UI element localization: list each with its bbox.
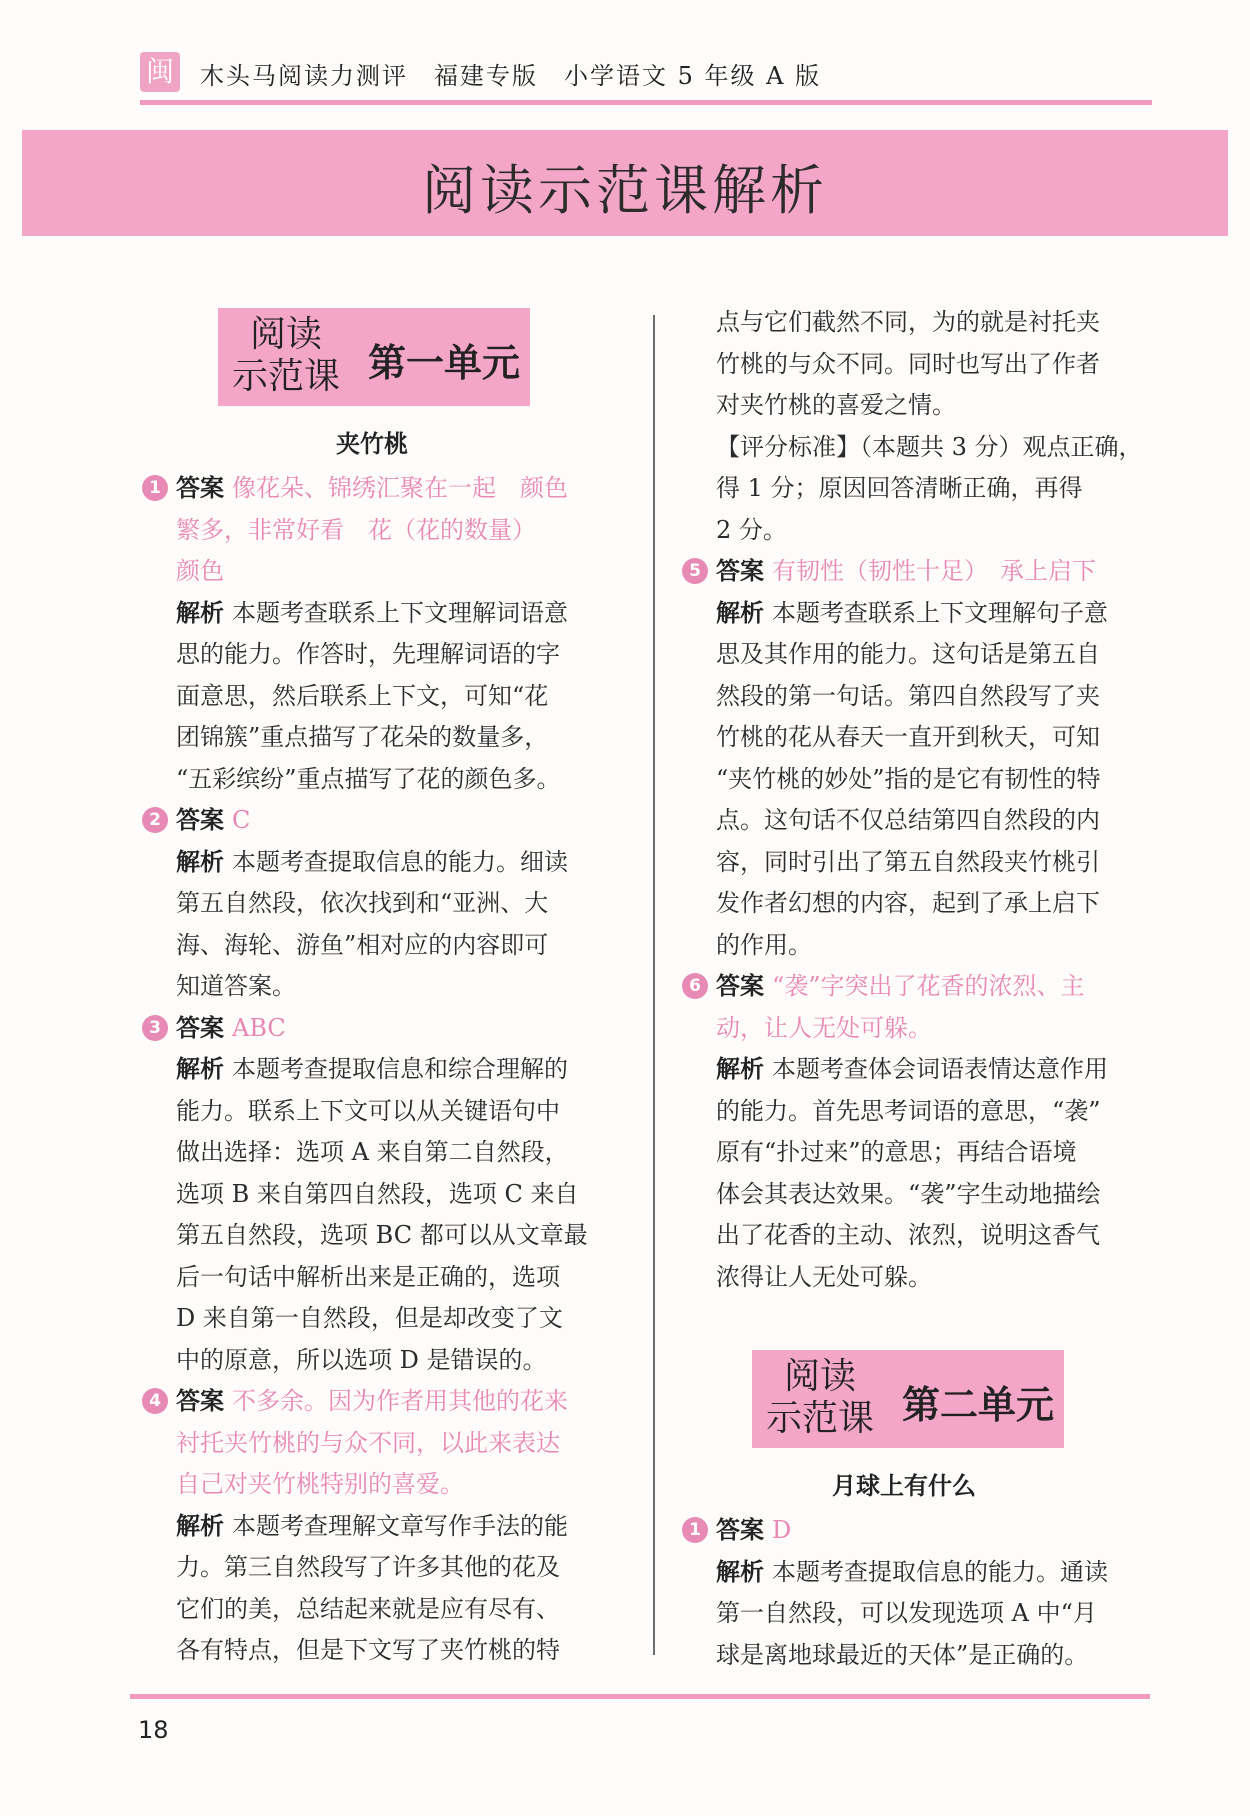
unit1-badge-unit: 第一单元: [368, 341, 521, 385]
question-number: 3: [142, 1015, 168, 1041]
unit2-badge-unit: 第二单元: [902, 1383, 1055, 1427]
footer-divider: [130, 1694, 1150, 1699]
answer-label: 答案: [716, 557, 764, 585]
analysis-text: 思的能力。作答时，先理解词语的字: [176, 640, 560, 668]
analysis-text: 出了花香的主动、浓烈，说明这香气: [716, 1221, 1100, 1249]
analysis-text: 能力。联系上下文可以从关键语句中: [176, 1096, 560, 1125]
answer-label: 答案: [716, 972, 764, 1000]
answer-text: 自己对夹竹桃特别的喜爱。: [176, 1470, 464, 1498]
answer-text: 不多余。因为作者用其他的花来: [232, 1387, 568, 1415]
question-number: 2: [142, 807, 168, 833]
analysis-text: 竹桃的与众不同。同时也写出了作者: [716, 349, 1100, 378]
analysis-label: 解析: [176, 598, 224, 627]
answer-text: 像花朵、锦绣汇聚在一起 颜色: [232, 474, 568, 502]
left-column: [149, 468, 616, 1672]
question-4: [149, 1381, 616, 1672]
answer-text: D: [772, 1516, 792, 1544]
analysis-label: 解析: [176, 847, 224, 876]
question-1: [149, 468, 616, 800]
analysis-text: 第五自然段，依次找到和“亚洲、大: [176, 889, 549, 917]
question-5: [689, 551, 1156, 966]
analysis-text: 的能力。首先思考词语的意思，“袭”: [716, 1096, 1101, 1125]
column-divider: [653, 315, 655, 1655]
answer-label: 答案: [716, 1516, 764, 1544]
right-column-unit2: [689, 1510, 1156, 1676]
analysis-text: 本题考查联系上下文理解词语意: [232, 598, 568, 627]
header-divider: [140, 100, 1152, 105]
question-number: 4: [142, 1388, 168, 1414]
province-logo: 闽: [140, 52, 180, 92]
scoring-text: 得 1 分；原因回答清晰正确，再得: [716, 474, 1083, 502]
analysis-text: 团锦簇”重点描写了花朵的数量多，: [176, 723, 549, 751]
answer-text: 繁多，非常好看 花（花的数量）: [176, 515, 536, 544]
analysis-text: 各有特点，但是下文写了夹竹桃的特: [176, 1636, 560, 1664]
unit2-badge-lesson: 阅读 示范课: [766, 1356, 875, 1439]
question-4-continued: [716, 302, 1156, 551]
question-2: [149, 800, 616, 1008]
analysis-text: 中的原意，所以选项 D 是错误的。: [176, 1345, 547, 1374]
answer-text: 衬托夹竹桃的与众不同，以此来表达: [176, 1428, 560, 1457]
analysis-label: 解析: [716, 598, 764, 627]
analysis-text: 点与它们截然不同，为的就是衬托夹: [716, 308, 1100, 336]
unit2-subtitle: 月球上有什么: [832, 1472, 976, 1500]
question-number: 1: [142, 475, 168, 501]
analysis-text: 第五自然段，选项 BC 都可以从文章最: [176, 1221, 588, 1249]
scoring-text: 【评分标准】（本题共 3 分）观点正确，: [716, 432, 1143, 461]
scoring-text: 2 分。: [716, 515, 787, 544]
unit1-badge: [218, 308, 530, 406]
analysis-label: 解析: [176, 1511, 224, 1540]
answer-text: “袭”字突出了花香的浓烈、主: [772, 972, 1085, 1000]
analysis-text: “夹竹桃的妙处”指的是它有韧性的特: [716, 764, 1101, 793]
analysis-text: 面意思，然后联系上下文，可知“花: [176, 681, 549, 710]
analysis-text: 知道答案。: [176, 972, 296, 1000]
analysis-text: “五彩缤纷”重点描写了花的颜色多。: [176, 764, 561, 793]
analysis-label: 解析: [716, 1557, 764, 1586]
analysis-text: 思及其作用的能力。这句话是第五自: [716, 640, 1100, 668]
analysis-text: 本题考查提取信息的能力。细读: [232, 847, 568, 876]
section-banner: [22, 130, 1228, 236]
analysis-text: D 来自第一自然段，但是却改变了文: [176, 1304, 563, 1332]
analysis-text: 发作者幻想的内容，起到了承上启下: [716, 889, 1100, 917]
question-6: [689, 966, 1156, 1298]
analysis-text: 本题考查体会词语表情达意作用: [772, 1055, 1108, 1083]
analysis-text: 本题考查提取信息的能力。通读: [772, 1557, 1108, 1586]
analysis-label: 解析: [716, 1055, 764, 1083]
analysis-text: 浓得让人无处可躲。: [716, 1262, 932, 1291]
answer-text: 动，让人无处可躲。: [716, 1013, 932, 1042]
analysis-text: 体会其表达效果。“袭”字生动地描绘: [716, 1179, 1101, 1208]
analysis-text: 海、海轮、游鱼”相对应的内容即可: [176, 930, 549, 959]
page-header: [140, 48, 1152, 106]
answer-label: 答案: [176, 474, 224, 502]
answer-text: 有韧性（韧性十足） 承上启下: [772, 557, 1096, 585]
answer-text: C: [232, 806, 251, 834]
answer-label: 答案: [176, 1013, 224, 1042]
unit1-badge-lesson: 阅读 示范课: [232, 314, 341, 397]
analysis-text: 本题考查理解文章写作手法的能: [232, 1511, 568, 1540]
analysis-text: 本题考查联系上下文理解句子意: [772, 598, 1108, 627]
answer-label: 答案: [176, 1387, 224, 1415]
analysis-text: 的作用。: [716, 930, 812, 959]
analysis-text: 本题考查提取信息和综合理解的: [232, 1055, 568, 1083]
analysis-label: 解析: [176, 1055, 224, 1083]
analysis-text: 点。这句话不仅总结第四自然段的内: [716, 806, 1100, 834]
question-number: 1: [682, 1517, 708, 1543]
right-column: [689, 302, 1156, 1298]
analysis-text: 它们的美，总结起来就是应有尽有、: [176, 1594, 560, 1623]
analysis-text: 然段的第一句话。第四自然段写了夹: [716, 681, 1100, 710]
question-number: 5: [682, 558, 708, 584]
analysis-text: 后一句话中解析出来是正确的，选项: [176, 1262, 560, 1291]
analysis-text: 容，同时引出了第五自然段夹竹桃引: [716, 847, 1100, 876]
page-number: 18: [138, 1716, 169, 1744]
unit1-subtitle: 夹竹桃: [336, 430, 408, 458]
analysis-text: 力。第三自然段写了许多其他的花及: [176, 1553, 560, 1581]
answer-text: 颜色: [176, 557, 224, 585]
analysis-text: 做出选择：选项 A 来自第二自然段，: [176, 1138, 569, 1166]
analysis-text: 原有“扑过来”的意思；再结合语境: [716, 1138, 1077, 1166]
analysis-text: 球是离地球最近的天体”是正确的。: [716, 1640, 1089, 1669]
analysis-text: 选项 B 来自第四自然段，选项 C 来自: [176, 1179, 579, 1208]
answer-label: 答案: [176, 806, 224, 834]
analysis-text: 第一自然段，可以发现选项 A 中“月: [716, 1599, 1097, 1627]
analysis-text: 竹桃的花从春天一直开到秋天，可知: [716, 723, 1100, 751]
question-3: [149, 1008, 616, 1382]
header-title: 木头马阅读力测评 福建专版 小学语文 5 年级 A 版: [200, 62, 822, 90]
unit2-question-1: [689, 1510, 1156, 1676]
unit2-badge: [752, 1350, 1064, 1448]
question-number: 6: [682, 973, 708, 999]
analysis-text: 对夹竹桃的喜爱之情。: [716, 391, 956, 419]
answer-text: ABC: [232, 1013, 286, 1042]
banner-title: 阅读示范课解析: [422, 159, 828, 222]
